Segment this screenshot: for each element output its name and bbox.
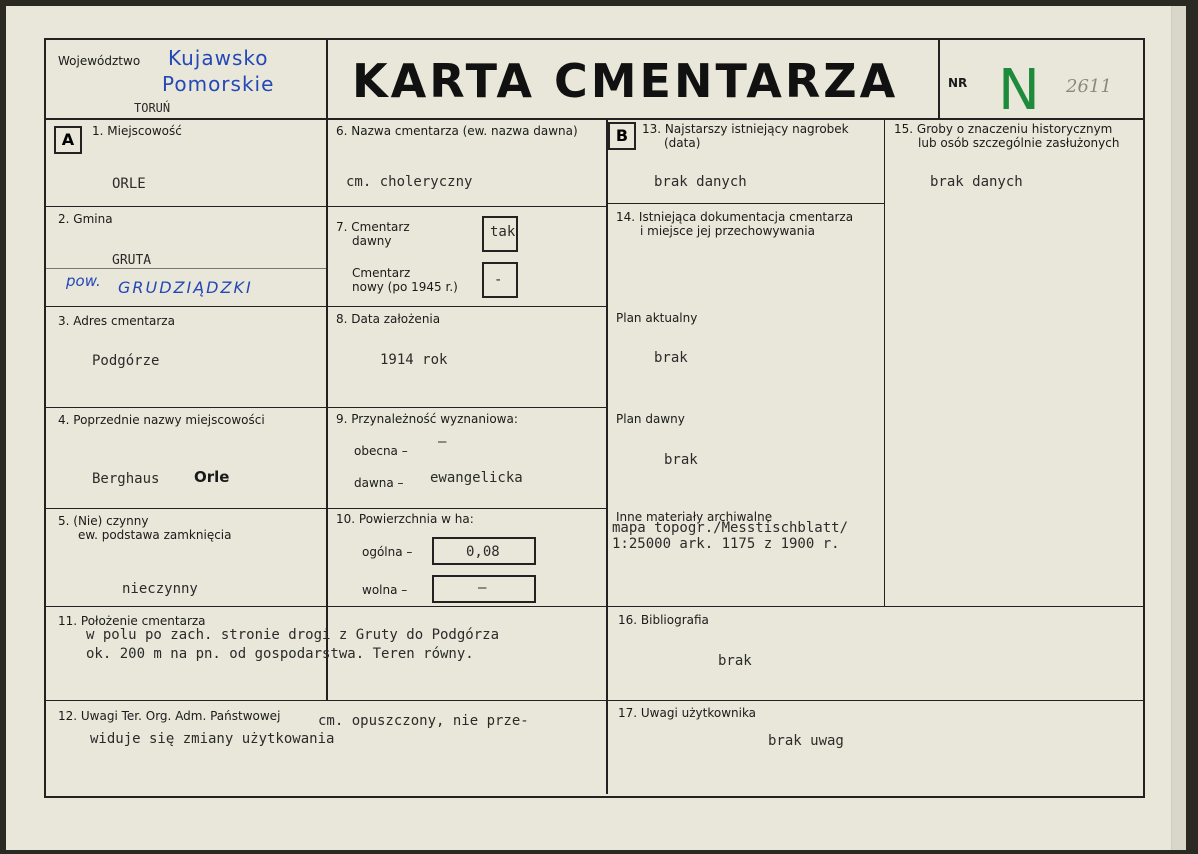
field-1-label: 1. Miejscowość (92, 124, 182, 138)
field-5-value: nieczynny (122, 581, 198, 597)
field-15-label: 15. Groby o znaczeniu historycznym (894, 122, 1113, 136)
nr-label: NR (948, 76, 968, 90)
column-divider (606, 118, 608, 794)
field-16-label: 16. Bibliografia (618, 613, 709, 627)
row-divider (46, 606, 1143, 607)
field-7-nowy-label: Cmentarz (352, 266, 411, 280)
field-12-value-1: cm. opuszczony, nie prze- (318, 713, 529, 729)
field-10-wolna-label: wolna – (362, 583, 408, 597)
field-9-dawna-value: ewangelicka (430, 470, 523, 486)
field-10-ogolna-value: 0,08 (466, 544, 500, 560)
plan-aktualny-value: brak (654, 350, 688, 366)
field-5-sublabel: ew. podstawa zamknięcia (78, 528, 232, 542)
field-7-dawny-value: tak (490, 224, 516, 240)
section-b-box: B (608, 122, 636, 150)
field-9-dawna-label: dawna – (354, 476, 404, 490)
field-7-label: 7. Cmentarz (336, 220, 410, 234)
page-title: KARTA CMENTARZA (352, 54, 899, 108)
voivodeship-stamp-line2: Pomorskie (162, 72, 275, 96)
field-8-label: 8. Data założenia (336, 312, 441, 326)
plan-aktualny-label: Plan aktualny (616, 311, 698, 325)
field-3-label: 3. Adres cmentarza (58, 314, 175, 328)
inne-label: Inne materiały archiwalne (616, 510, 773, 524)
nr-letter: N (998, 58, 1040, 123)
field-9-obecna-value: – (438, 434, 447, 450)
field-7-nowy-sublabel: nowy (po 1945 r.) (352, 280, 458, 294)
field-9-obecna-label: obecna – (354, 444, 408, 458)
powiat-value: GRUDZIĄDZKI (118, 278, 253, 297)
column-divider (938, 40, 940, 118)
row-divider (46, 206, 326, 207)
row-divider (606, 203, 884, 204)
column-divider (326, 40, 328, 700)
field-15-sublabel: lub osób szczególnie zasłużonych (918, 136, 1120, 150)
field-5-label: 5. (Nie) czynny (58, 514, 149, 528)
torun-typed: TORUŃ (134, 101, 171, 115)
field-10-label: 10. Powierzchnia w ha: (336, 512, 474, 526)
field-4-value: Berghaus (92, 471, 160, 487)
field-14-label: 14. Istniejąca dokumentacja cmentarza (616, 210, 854, 224)
field-15-value: brak danych (930, 174, 1023, 190)
plan-dawny-value: brak (664, 452, 698, 468)
field-17-value: brak uwag (768, 733, 844, 749)
pencil-number: 2611 (1066, 76, 1112, 97)
inne-value-1: mapa topogr./Messtischblatt/ (612, 520, 849, 536)
field-13-sublabel: (data) (664, 136, 701, 150)
field-1-value: ORLE (112, 176, 146, 192)
field-7-dawny-label: dawny (352, 234, 392, 248)
field-13-value: brak danych (654, 174, 747, 190)
field-14-sublabel: i miejsce jej przechowywania (640, 224, 815, 238)
row-divider (46, 268, 326, 269)
field-3-value: Podgórze (92, 353, 160, 369)
field-10-ogolna-label: ogólna – (362, 545, 413, 559)
field-4-label: 4. Poprzednie nazwy miejscowości (58, 413, 265, 427)
plan-dawny-label: Plan dawny (616, 412, 685, 426)
inne-value-2: 1:25000 ark. 1175 z 1900 r. (612, 536, 840, 552)
field-6-label: 6. Nazwa cmentarza (ew. nazwa dawna) (336, 124, 578, 138)
field-8-value: 1914 rok (380, 352, 448, 368)
powiat-prefix: pow. (66, 272, 101, 290)
header-divider (46, 118, 1143, 120)
voivodeship-stamp-line1: Kujawsko (168, 46, 269, 70)
field-12-label: 12. Uwagi Ter. Org. Adm. Państwowej (58, 709, 281, 723)
field-7-nowy-value: - (494, 272, 503, 288)
field-16-value: brak (718, 653, 752, 669)
field-17-label: 17. Uwagi użytkownika (618, 706, 757, 720)
field-2-value: GRUTA (112, 253, 152, 268)
field-11-value-1: w polu po zach. stronie drogi z Gruty do Podgórza (86, 627, 500, 643)
field-4-value-bold: Orle (194, 468, 230, 486)
field-12-value-2: widuje się zmiany użytkowania (90, 731, 335, 747)
field-13-label: 13. Najstarszy istniejący nagrobek (642, 122, 849, 136)
column-divider (884, 118, 885, 606)
field-11-value-2: ok. 200 m na pn. od gospodarstwa. Teren równy. (86, 646, 474, 662)
field-2-label: 2. Gmina (58, 212, 113, 226)
row-divider (326, 206, 606, 207)
row-divider (46, 700, 1143, 701)
field-9-label: 9. Przynależność wyznaniowa: (336, 412, 518, 426)
field-10-wolna-value: – (478, 580, 487, 596)
field-6-value: cm. choleryczny (346, 174, 473, 190)
field-11-label: 11. Położenie cmentarza (58, 614, 206, 628)
section-a-box: A (54, 126, 82, 154)
wojewodztwo-label: Województwo (58, 54, 141, 68)
